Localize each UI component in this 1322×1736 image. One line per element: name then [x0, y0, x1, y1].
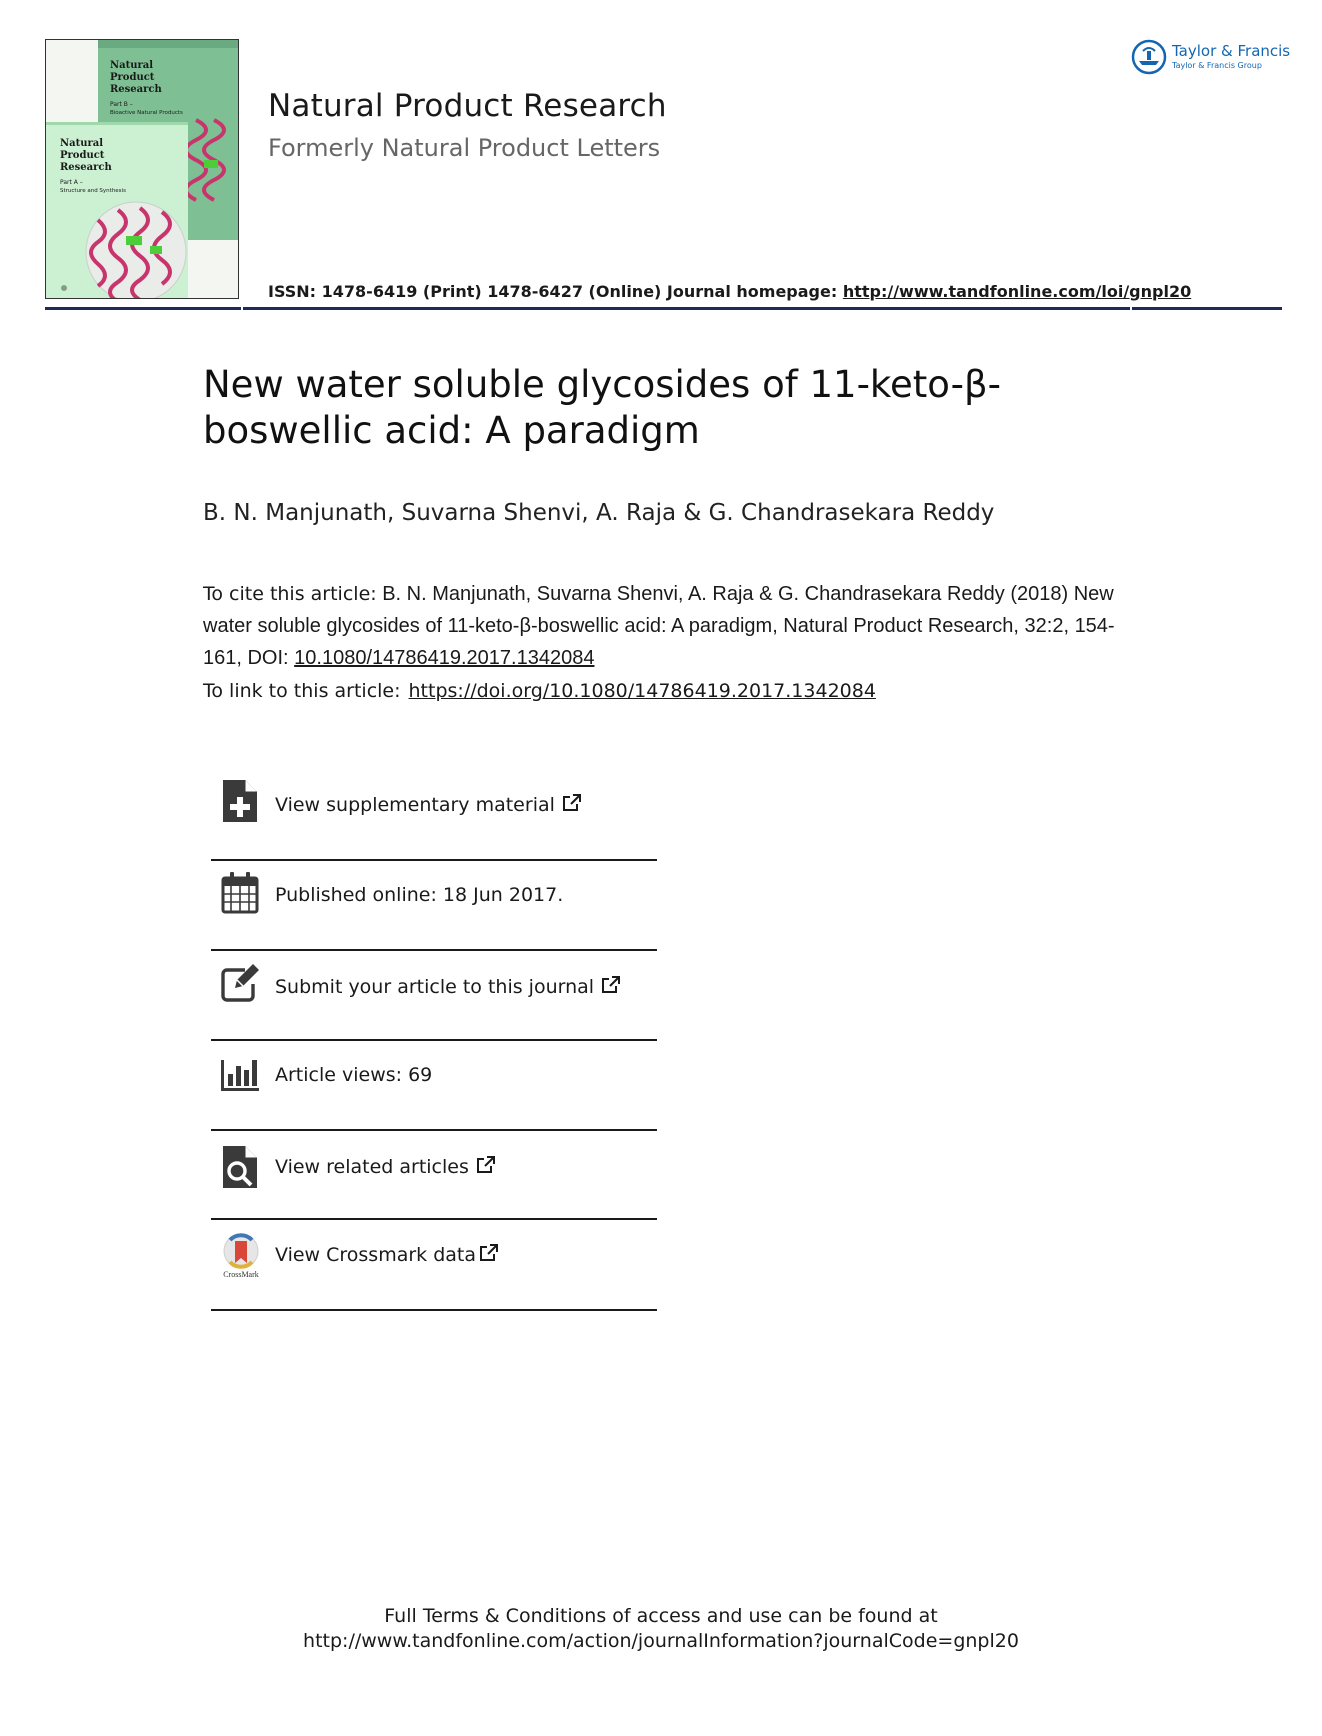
svg-text:Part A –: Part A –: [60, 179, 83, 186]
calendar-icon: [221, 872, 259, 914]
svg-text:NaturalProductResearch: Natural Product Research: [60, 138, 112, 173]
supplementary-material-link[interactable]: [275, 794, 581, 816]
terms-line: Full Terms & Conditions of access and use can be found at: [384, 1605, 938, 1627]
issn-text: ISSN: 1478-6419 (Print) 1478-6427 (Online) Journal homepage:: [268, 282, 843, 301]
related-articles-item[interactable]: [211, 1142, 657, 1192]
taylor-francis-logo[interactable]: [1128, 38, 1291, 78]
article-doi-link[interactable]: https://doi.org/10.1080/14786419.2017.1342084: [408, 680, 876, 702]
published-online-item: [211, 870, 657, 920]
supplementary-label: View supplementary material: [275, 794, 555, 816]
divider: [211, 1129, 657, 1131]
article-title: New water soluble glycosides of 11-keto-β-boswellic acid: A paradigm: [203, 363, 1001, 452]
external-link-icon: [477, 1156, 495, 1174]
crossmark-logo: [219, 1232, 263, 1282]
publisher-name: Taylor & Francis: [1172, 42, 1291, 60]
external-link-icon: [563, 794, 581, 812]
publisher-group: Taylor & Francis Group: [1172, 61, 1262, 70]
article-authors: B. N. Manjunath, Suvarna Shenvi, A. Raja & G. Chandrasekara Reddy: [203, 500, 995, 526]
terms-footer: [0, 1604, 1322, 1654]
submit-article-item[interactable]: [211, 962, 657, 1012]
external-link-icon: [480, 1244, 498, 1262]
bar-chart-icon: [221, 1052, 259, 1094]
header-rule: [45, 307, 1282, 310]
divider: [211, 859, 657, 861]
crossmark-logo-text: CrossMark: [223, 1270, 259, 1279]
divider: [211, 949, 657, 951]
published-online-text: Published online: 18 Jun 2017.: [275, 884, 564, 906]
submit-article-link[interactable]: [275, 976, 620, 998]
journal-cover-image: [45, 39, 239, 299]
related-articles-label: View related articles: [275, 1156, 469, 1178]
crossmark-item[interactable]: [211, 1230, 657, 1286]
add-document-icon: [221, 780, 259, 822]
cite-text: B. N. Manjunath, Suvarna Shenvi, A. Raja & G. Chandrasekara Reddy (2018) New water soluble glycosides of 11-keto-β-boswellic acid: A paradigm, Natural Product Research, 32:2, 154-161, DOI:: [203, 583, 1115, 669]
crossmark-label: View Crossmark data: [275, 1244, 477, 1266]
cite-label: To cite this article:: [203, 583, 377, 605]
journal-homepage-link[interactable]: http://www.tandfonline.com/loi/gnpl20: [842, 282, 1192, 301]
link-label: To link to this article:: [203, 680, 401, 702]
divider: [211, 1218, 657, 1220]
journal-subtitle: Formerly Natural Product Letters: [268, 134, 661, 162]
article-views-item: [211, 1050, 657, 1100]
cite-doi-link[interactable]: 10.1080/14786419.2017.1342084: [294, 647, 595, 669]
edit-icon: [221, 962, 259, 1004]
publisher-emblem-icon: [1130, 38, 1168, 76]
citation-block: [203, 578, 1123, 674]
divider: [211, 1309, 657, 1311]
article-views-text: Article views: 69: [275, 1064, 433, 1086]
journal-title: Natural Product Research: [268, 88, 667, 124]
terms-url[interactable]: http://www.tandfonline.com/action/journalInformation?journalCode=gnpl20: [303, 1630, 1019, 1652]
document-search-icon: [221, 1146, 259, 1188]
svg-text:Structure and Synthesis: Structure and Synthesis: [60, 188, 126, 194]
submit-article-label: Submit your article to this journal: [275, 976, 595, 998]
divider: [211, 1039, 657, 1041]
svg-text:NaturalProductResearch: Natural Product Research: [110, 60, 162, 95]
svg-text:Part B –: Part B –: [110, 101, 133, 108]
article-link-line: [203, 680, 876, 702]
issn-line: [268, 282, 1191, 301]
svg-text:Bioactive Natural Products: Bioactive Natural Products: [110, 110, 183, 116]
supplementary-material-item[interactable]: [211, 780, 657, 830]
related-articles-link[interactable]: [275, 1156, 495, 1178]
crossmark-icon: [219, 1232, 263, 1272]
crossmark-link[interactable]: [275, 1244, 498, 1266]
external-link-icon: [602, 976, 620, 994]
